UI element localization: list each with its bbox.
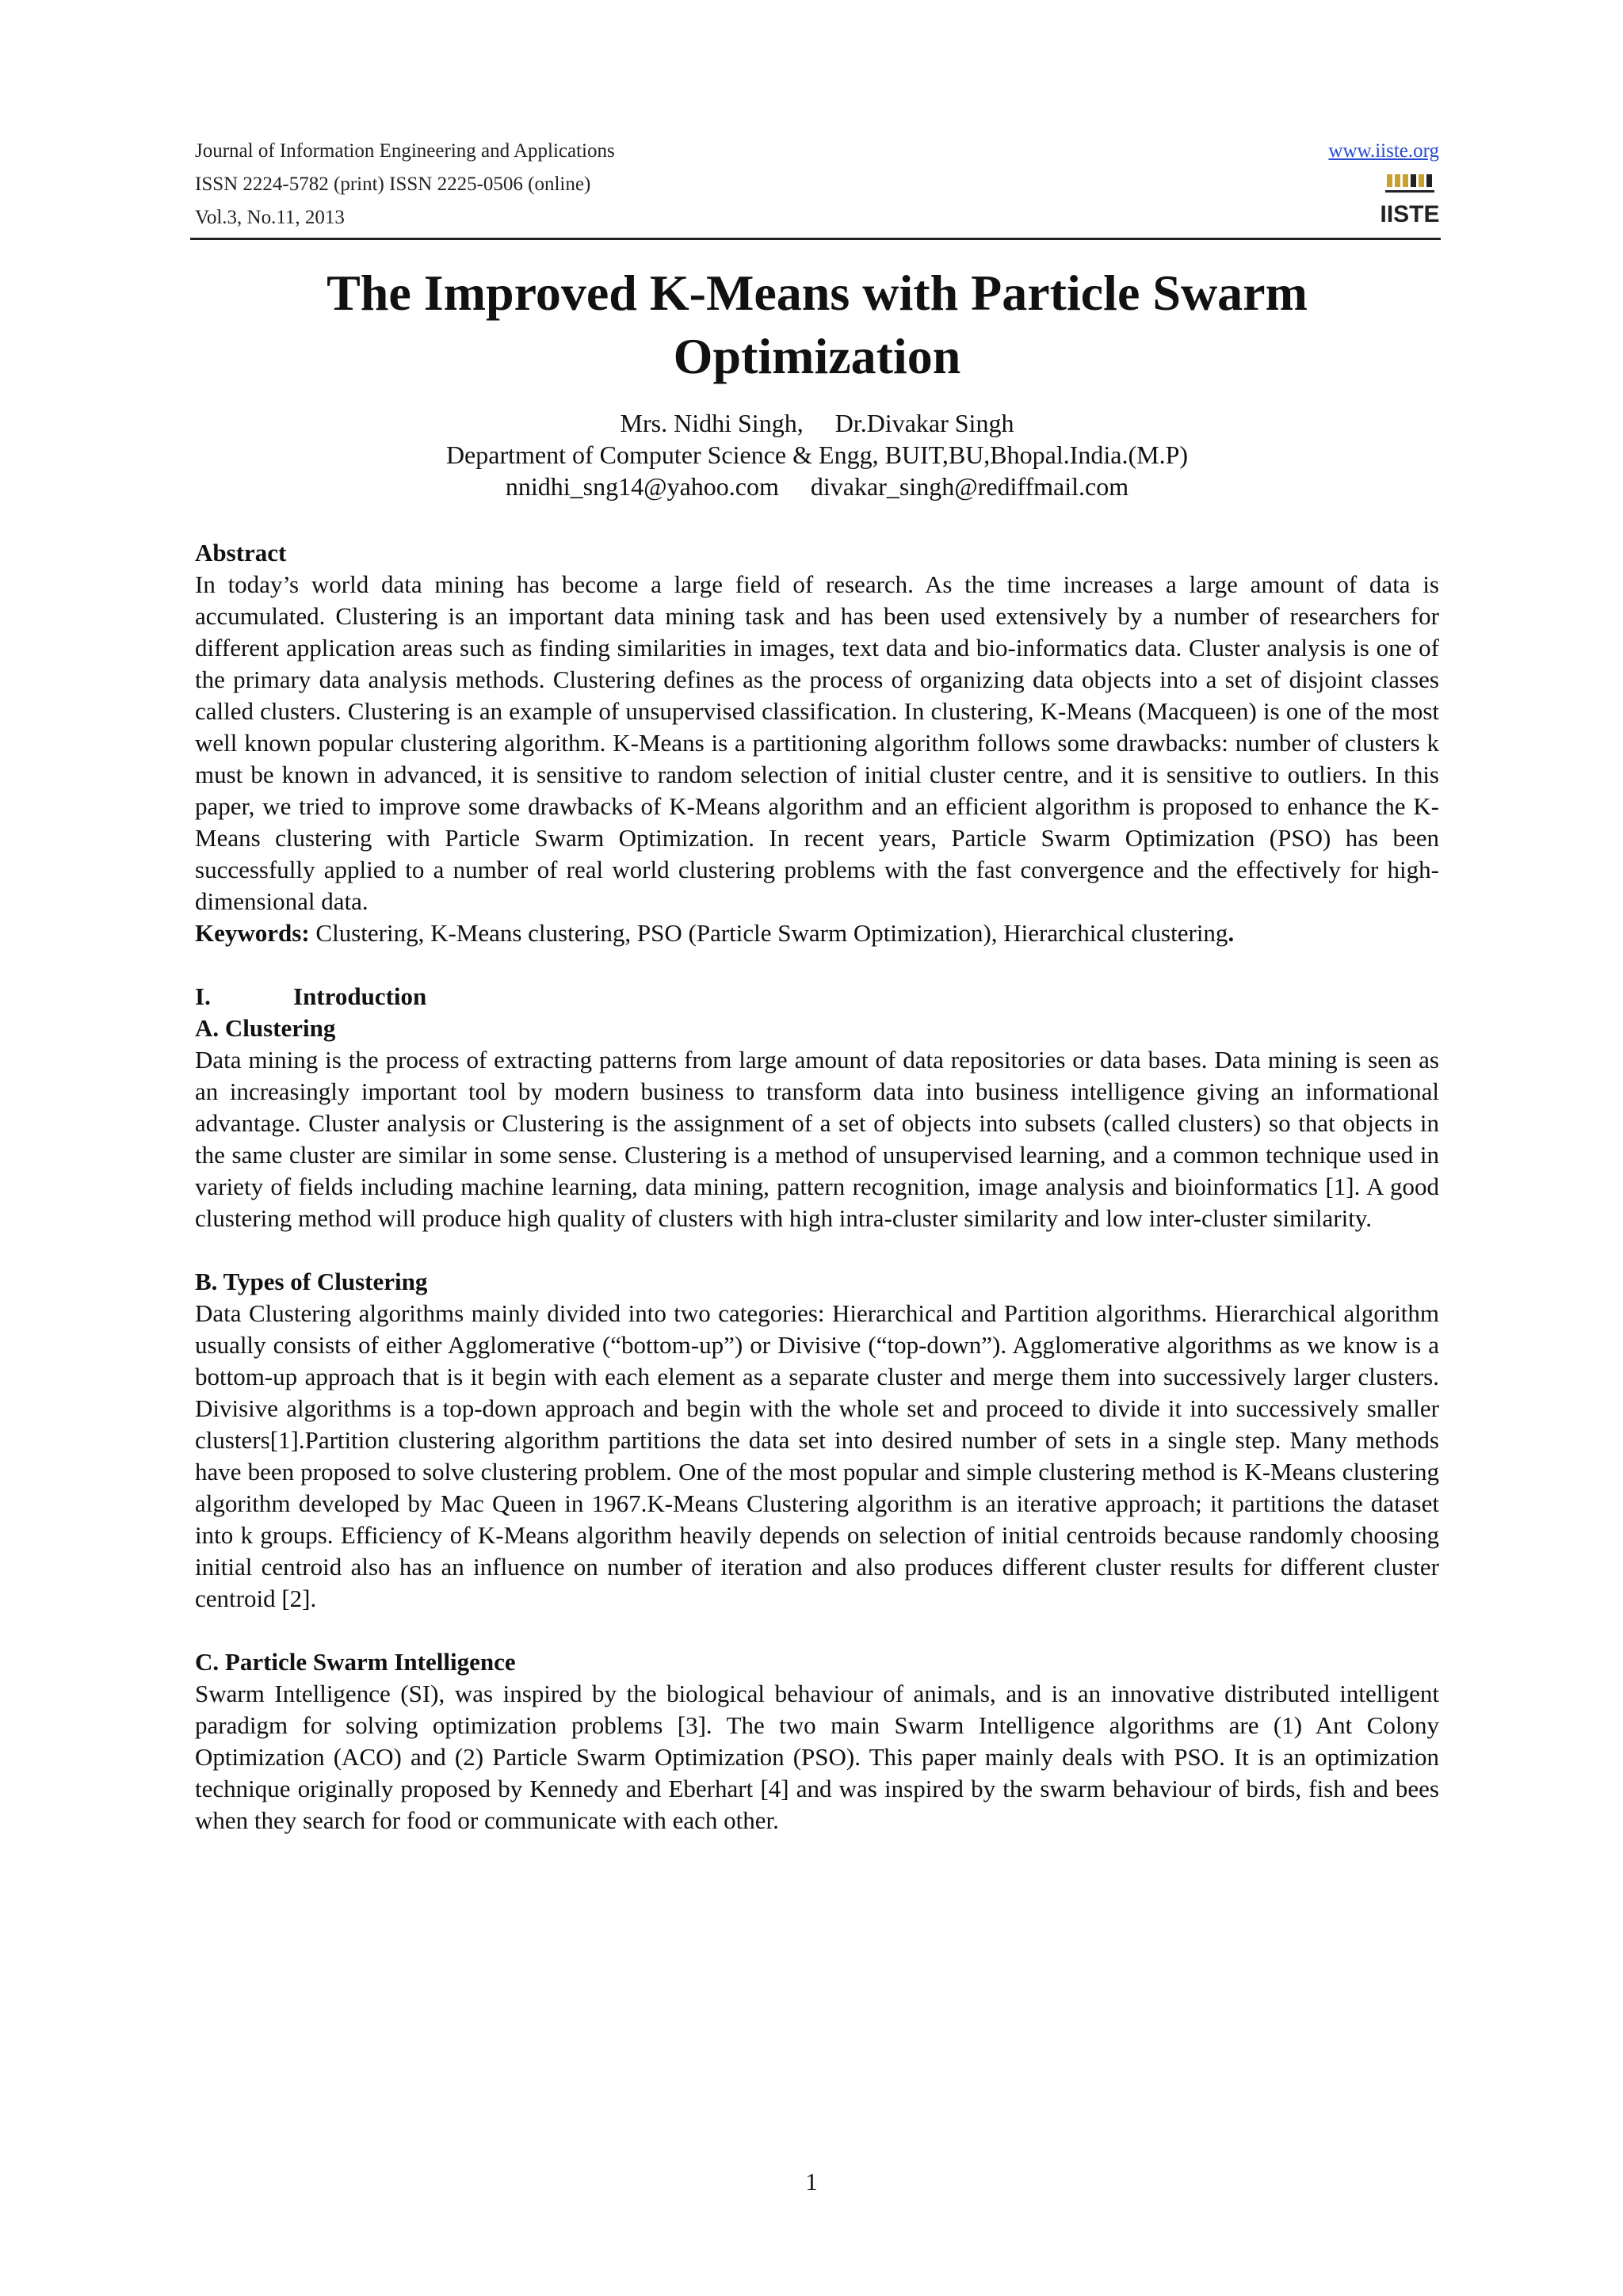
keywords-label: Keywords: [195,919,310,947]
keywords-text: Clustering, K-Means clustering, PSO (Particle Swarm Optimization), Hierarchical clustering [309,919,1228,947]
subsection-c-text: Swarm Intelligence (SI), was inspired by the biological behaviour of animals, and is an innovative distributed intelligent paradigm for solving optimization problems [3]. The two main Swarm Intelligence algorithms are (1) Ant Colony Optimization (ACO) and (2) Particle Swarm Optimization (PSO). This paper mainly deals with PSO. It is an optimization technique originally proposed by Kennedy and Eberhart [4] and was inspired by the swarm behaviour of birds, fish and bees when they search for food or communicate with each other. [195,1680,1439,1834]
journal-volume: Vol.3, No.11, 2013 [195,207,345,228]
author-2: Dr.Divakar Singh [834,409,1014,437]
journal-issn: ISSN 2224-5782 (print) ISSN 2225-0506 (online) [195,174,591,195]
journal-website-link[interactable]: www.iiste.org [1328,140,1439,162]
email-1: nnidhi_sng14@yahoo.com [505,472,779,501]
section-title: Introduction [293,982,427,1010]
title-line-2: Optimization [673,328,961,384]
journal-header [195,135,1439,238]
svg-text:IISTE: IISTE [1380,201,1440,227]
page-number: 1 [805,2168,818,2195]
subsection-b-heading: B. Types of Clustering [195,1268,428,1295]
subsection-a-text: Data mining is the process of extracting patterns from large amount of data repositories or data bases. Data mining is seen as an increasingly important tool by modern business to transform data into business intelligence giving an informational advantage. Cluster analysis or Clustering is the assignment of a set of objects into subsets (called clusters) so that objects in the same cluster are similar in some sense. Clustering is a method of unsupervised learning, and a common technique used in variety of fields including machine learning, data mining, pattern recognition, image analysis and bioinformatics [1]. A good clustering method will produce high quality of clusters with high intra-cluster similarity and low inter-cluster similarity. [195,1046,1439,1232]
subsection-a-heading: A. Clustering [195,1014,336,1042]
section-number: I. [195,982,211,1010]
paper-body [195,537,1439,1836]
journal-name: Journal of Information Engineering and Applications [195,140,615,162]
header-rule [190,238,1441,240]
subsection-c-heading: C. Particle Swarm Intelligence [195,1648,516,1676]
section-introduction-heading [195,981,1439,1013]
email-2: divakar_singh@rediffmail.com [810,472,1129,501]
paper-title [195,261,1439,388]
affiliation: Department of Computer Science & Engg, BUIT,BU,Bhopal.India.(M.P) [445,441,1189,469]
title-line-1: The Improved K-Means with Particle Swarm [327,265,1308,321]
author-1: Mrs. Nidhi Singh, [620,409,804,437]
author-names [195,407,1439,439]
keywords [195,917,1439,949]
author-block [195,407,1439,502]
abstract-text: In today’s world data mining has become a large field of research. As the time increases a large amount of data is accumulated. Clustering is an important data mining task and has been used extensively by a number of researchers for different application areas such as finding similarities in images, text data and bio-informatics data. Cluster analysis is one of the primary data analysis methods. Clustering defines as the process of organizing data objects into a set of disjoint classes called clusters. Clustering is an example of unsupervised classification. In clustering, K-Means (Macqueen) is one of the most well known popular clustering algorithm. K-Means is a partitioning algorithm follows some drawbacks: number of clusters k must be known in advanced, it is sensitive to random selection of initial cluster centre, and it is sensitive to outliers. In this paper, we tried to improve some drawbacks of K-Means algorithm and an efficient algorithm is proposed to enhance the K-Means clustering with Particle Swarm Optimization. In recent years, Particle Swarm Optimization (PSO) has been successfully applied to a number of real world clustering problems with the fast convergence and the effectively for high-dimensional data. [195,570,1439,915]
abstract-heading: Abstract [195,539,287,566]
author-emails [195,471,1439,502]
iiste-logo-icon [1380,173,1440,230]
subsection-b-text: Data Clustering algorithms mainly divided into two categories: Hierarchical and Partition algorithms. Hierarchical algorithm usually consists of either Agglomerative (“bottom-up”) or Divisive (“top-down”). Agglomerative algorithms as we know is a bottom-up approach that is it begin with each element as a separate cluster and merge them into successively larger clusters. Divisive algorithms is a top-down approach and begin with the whole set and proceed to divide it into successively smaller clusters[1].Partition clustering algorithm partitions the data set into desired number of sets in a single step. Many methods have been proposed to solve clustering problem. One of the most popular and simple clustering method is K-Means clustering algorithm developed by Mac Queen in 1967.K-Means Clustering algorithm is an iterative approach; it partitions the dataset into k groups. Efficiency of K-Means algorithm heavily depends on selection of initial centroids because randomly choosing initial centroid also has an influence on number of iteration and also produces different cluster results for different cluster centroid [2]. [195,1299,1439,1612]
keywords-end: . [1228,919,1235,947]
